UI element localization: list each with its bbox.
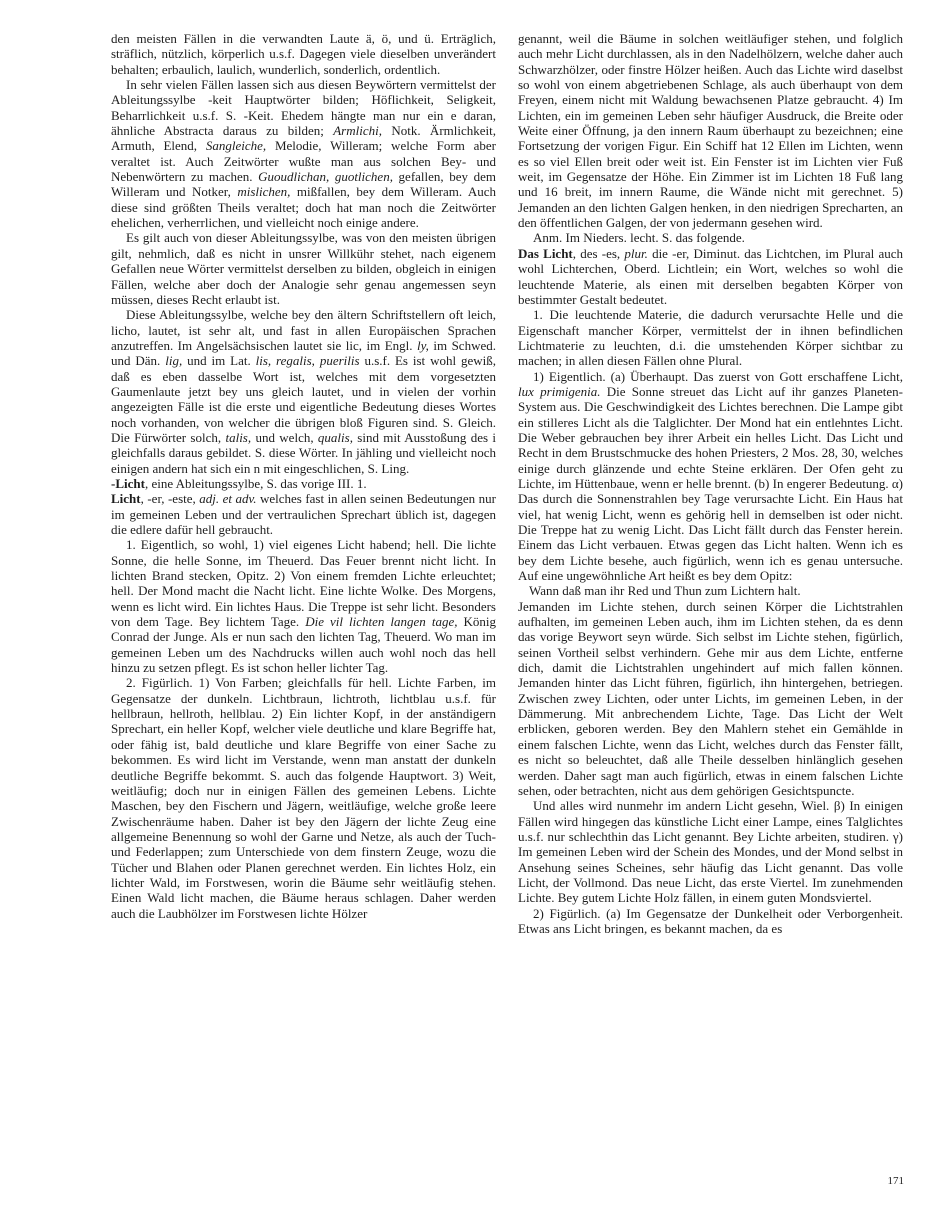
italic-text: Die vil lichten langen tage, bbox=[305, 614, 458, 630]
text-run: Wann daß man ihr Red und Thun zum Lichtern halt. bbox=[529, 583, 801, 599]
text-run: 2. Figürlich. 1) Von Farben; gleichfalls für hell. Lichte Farben, im Gegensatze der dunkeln. Lichtbraun, lichtroth, lichtblau u.s.f. für hellbraun, hellroth, hellblau. 2) Ein lichter Kopf, in der anständigern Sprechart, ein heller Kopf, welcher viele deutliche und klare Begriffe hat, oder fähig ist, bald deutliche und klare Begriffe von einer Sache zu bekommen. Es wird licht im Verstande, wenn man anstatt der dunkeln deutliche Begriffe bekommt. S. auch das folgende Hauptwort. 3) Weit, weitläufig; doch nur in einigen Fällen des gemeinen Lebens. Lichte Maschen, bey den Fischern und Jägern, weitläufige, welche große leere Zwischenräume haben. Daher ist bey den Jägern der lichte Zeug eine allgemeine Benennung so wohl der Garne und Netze, als auch der Tuch- und Federlappen; zum Unterschiede von dem finstern Zeuge, wozu die Tücher und Blahen oder Planen gerechnet werden. Ein lichtes Holz, ein lichter Wald, im Forstwesen, worin die Bäume sehr weitläufig stehen. Einen Wald licht machen, die Bäume heraus schlagen. Daher werden auch die Laubhölzer im Forstwesen lichte Hölzer bbox=[111, 675, 496, 921]
text-run: Jemanden im Lichte stehen, durch seinen Körper die Lichtstrahlen aufhalten, im gemeinen Leben auch, ihm im Lichten stehen, da es denn das vorige Beywort seyn würde. Sich selbst im Lichte stehen, figürlich, seinen Vortheil selbst verhindern. Gehe mir aus dem Lichte, entferne dich, damit die Lichtstrahlen ungehindert auf mich fallen können. Jemanden hinter das Licht führen, figürlich, ihn hintergehen, betriegen. Zwischen zwey Lichten, oder unter Lichts, im gemeinen Leben, in der Dämmerung. Mit anbrechendem Lichte, Tage. Das Licht der Welt erblicken, geboren werden. Bey den Mahlern stehet ein Gemählde in einem falschen Lichte, wenn das Licht, welches durch das Fenster fällt, es nicht so beleuchtet, daß alle Theile desselben hinlänglich gesehen werden. Daher sagt man auch figürlich, etwas in einem falschen Lichte sehen, oder betrachten, nicht aus dem gehörigen Gesichtspuncte. bbox=[518, 598, 903, 798]
text-run: 2) Figürlich. (a) Im Gegensatze der Dunkelheit oder Verborgenheit. Etwas ans Licht bringen, es bekannt machen, da es bbox=[518, 905, 903, 936]
text-run: und im Lat. bbox=[182, 353, 256, 369]
paragraph bbox=[518, 906, 903, 937]
italic-text: lig, bbox=[165, 353, 183, 369]
italic-text: plur. bbox=[624, 245, 648, 261]
page-number: 171 bbox=[887, 1175, 904, 1187]
paragraph bbox=[111, 675, 496, 921]
paragraph bbox=[111, 77, 496, 230]
paragraph bbox=[111, 230, 496, 307]
paragraph bbox=[111, 307, 496, 476]
text-run: gefallen, bey dem Willeram und Notker, bbox=[111, 169, 496, 200]
text-run: sind mit Ausstoßung des i gleichfalls daraus gebildet. S. diese Wörter. In jähling und vielleicht noch einigen andern hat sich ein n mit eingeschlichen, S. Ling. bbox=[111, 429, 496, 476]
paragraph bbox=[111, 537, 496, 675]
italic-text: qualis, bbox=[317, 429, 353, 445]
text-run: Diese Ableitungssylbe, welche bey den ältern Schriftstellern oft leich, licho, lautet, ist sehr alt, und fast in allen Europäischen Sprachen anzutreffen. Im Angelsächsischen lautet sie lic, im Engl. bbox=[111, 307, 496, 353]
paragraph bbox=[518, 31, 903, 230]
text-run: , eine Ableitungssylbe, S. das vorige III. 1. bbox=[144, 475, 367, 491]
paragraph bbox=[518, 307, 903, 368]
text-run: Notk. Ärmlichkeit, Armuth, Elend, bbox=[111, 123, 496, 154]
text-run: die -er, Diminut. das Lichtchen, im Plural auch wohl Lichterchen, Oberd. Lichtlein; ein Wort, welches so wohl die leuchtende Materie, als einen mit derselben begabten Körper von bestimmter Gestalt bedeutet. bbox=[518, 245, 903, 307]
paragraph bbox=[518, 798, 903, 905]
italic-text: Sangleiche, bbox=[205, 138, 267, 154]
italic-text: talis, bbox=[225, 429, 252, 445]
text-run: den meisten Fällen in die verwandten Laute ä, ö, und ü. Erträglich, sträflich, nützlich, körperlich u.s.f. Dagegen viele dieselben unverändert behalten; erbaulich, laulich, wunderlich, sonderlich, ordentlich. bbox=[111, 31, 496, 77]
italic-text: adj. et adv. bbox=[199, 491, 257, 507]
paragraph bbox=[518, 369, 903, 584]
text-run: im Schwed. und Dän. bbox=[111, 337, 496, 369]
italic-text: Armlichi, bbox=[333, 123, 382, 139]
paragraph bbox=[111, 476, 496, 491]
text-run: Die Sonne streuet das Licht auf ihr ganzes Planeten-System aus. Die Geschwindigkeit des Lichtes berechnen. Die Lampe gibt ein stilleres Licht als die Talglichter. Der Mond hat ein entlehntes Licht. Die Weber gebrauchen bey ihrer Arbeit ein helles Licht. Das Licht und Recht in dem Brustschmucke des hohen Priesters, 2 Mos. 28, 30, welches einige durch glänzende und echte Steine erklären. Der Ofen geht zu Lichte, im Hüttenbaue, wenn er helle brennt. (b) In engerer Bedeutung. α) Das durch die Sonnenstrahlen bey Tage verursachte Licht. Ein Haus hat viel, hat wenig Licht, wenn es gehörig hell in demselben ist oder nicht. Die Treppe hat zu wenig Licht. Das Licht fällt durch das Fenster herein. Einem das Licht verbauen. Etwas gegen das Licht halten. Wenn ich es bey dem Lichte besehe, auch figürlich, wenn ich es genau untersuche. Auf eine ungewöhnliche Art heißt es bey dem Opitz: bbox=[518, 383, 904, 584]
paragraph bbox=[111, 491, 496, 537]
text-run: Und alles wird nunmehr im andern Licht gesehn, Wiel. β) In einigen Fällen wird hingegen das künstliche Licht einer Lampe, eines Talglichtes u.s.f. nur schlechthin das Licht genannt. Bey Lichte arbeiten, studiren. γ) Im gemeinen Leben wird der Schein des Mondes, und der Mond selbst in Ansehung seines Scheines, sehr häufig das Licht genannt. Das volle Licht, der Vollmond. Das neue Licht, das erste Viertel. Im zunehmenden Lichte. Bey gutem Lichte Holz fällen, in einem guten Mondsviertel. bbox=[518, 798, 903, 906]
text-run: In sehr vielen Fällen lassen sich aus diesen Beywörtern vermittelst der Ableitungssylbe -keit Hauptwörter bilden; Höflichkeit, Seligkeit, Beharrlichkeit u.s.f. S. -Keit. Ehedem hängte man nur ein e daran, ähnliche Abstracta daraus zu bilden; bbox=[111, 77, 496, 139]
headword: Das Licht bbox=[518, 245, 573, 261]
left-column bbox=[111, 31, 496, 921]
paragraph bbox=[111, 31, 496, 77]
italic-text: Guoudlichan, guotlichen, bbox=[258, 169, 393, 185]
text-run: König Conrad der Junge. Als er nun sach den lichten Tag, Theuerd. Wo man im gemeinen Leben um des Nachdrucks willen auch wohl noch das hell hinzu zu setzen pflegt. Es ist schon heller lichter Tag. bbox=[111, 614, 496, 676]
text-run: genannt, weil die Bäume in solchen weitläufiger stehen, und folglich auch mehr Licht durchlassen, als in den Nadelhölzern, welche daher auch Schwarzhölzer, oder finstre Hölzer heißen. Auch das Lichte wird daselbst so wohl von einem abgetriebenen Schlage, als auch überhaupt von dem Freyen, einem nicht mit Waldung bewachsenen Platze gebraucht. 4) Im Lichten, ein im gemeinen Leben sehr häufiger Ausdruck, die Breite oder Weite einer Öffnung, ja den innern Raum überhaupt zu bezeichnen; eine Fortsetzung der vorigen Figur. Ein Schiff hat 12 Ellen im Lichten, wenn es so viel Ellen breit oder weit ist. Ein Fenster ist im Lichten vier Fuß weit, im Gegensatze der Höhe. Ein Zimmer ist im Lichten 18 Fuß lang und 16 breit, im innern Raume, die Wände nicht mit gerechnet. 5) Jemanden an den lichten Galgen henken, in den niedrigen Sprecharten, an den öffentlichen Galgen, der von jedermann gesehen wird. bbox=[518, 31, 903, 231]
text-run: u.s.f. Es ist wohl gewiß, daß es eben dasselbe Wort ist, welches mit dem vorgesetzten Gaumenlaute jetzt bey uns gleich lautet, und in vielen der vorhin angezeigten Fälle ist die erste und eigentliche Bedeutung dieses Wortes noch vorhanden, von welcher die übrigen bloß Figuren sind. S. Gleich. Die Fürwörter solch, bbox=[111, 353, 496, 445]
paragraph bbox=[518, 599, 903, 798]
paragraph bbox=[518, 583, 903, 598]
text-run: 1. Die leuchtende Materie, die dadurch verursachte Helle und die Eigenschaft mancher Körper, vermittelst der in ihnen befindlichen Lichtmaterie zu leuchten, d.i. die umstehenden Körper sichtbar zu machen; in allen diesen Fällen ohne Plural. bbox=[518, 307, 903, 369]
right-column bbox=[518, 31, 903, 936]
paragraph bbox=[518, 230, 903, 245]
text-run: welches fast in allen seinen Bedeutungen nur im gemeinen Leben und der vertraulichen Sprechart üblich ist, dagegen die edlere dafür hell gebraucht. bbox=[111, 491, 496, 537]
text-run: Melodie, Willeram; welche Form aber veraltet ist. Auch Zeitwörter wußte man aus solchen Bey- und Nebenwörtern zu machen. bbox=[111, 138, 496, 185]
headword: Licht bbox=[111, 491, 141, 507]
text-run: 1) Eigentlich. (a) Überhaupt. Das zuerst von Gott erschaffene Licht, bbox=[533, 368, 903, 384]
text-run: und welch, bbox=[251, 429, 318, 445]
text-run: 1. Eigentlich, so wohl, 1) viel eigenes Licht habend; hell. Die lichte Sonne, die helle Sonne, im Theuerd. Das Feuer brennt nicht licht. In lichten Brand stecken, Opitz. 2) Von einem fremden Lichte erleuchtet; hell. Der Mond macht die Nacht licht. Eine lichte Wolke. Des Morgens, wenn es licht wird. Ein lichtes Haus. Die Treppe ist sehr licht. Besonders von dem Tage. Bey lichtem Tage. bbox=[111, 537, 496, 630]
italic-text: ly, bbox=[416, 337, 429, 353]
text-run: Anm. Im Nieders. lecht. S. das folgende. bbox=[533, 230, 745, 246]
italic-text: mislichen, bbox=[237, 184, 291, 200]
italic-text: lis, regalis, puerilis bbox=[255, 353, 360, 369]
text-run: mißfallen, bey dem Willeram. Auch diese sind größten Theils veraltet; doch hat man noch die Zeitwörter ehelichen, verherrlichen, und vielleicht noch einige andere. bbox=[111, 184, 496, 231]
text-run: , -er, -este, bbox=[140, 491, 200, 507]
headword: -Licht bbox=[111, 475, 145, 491]
italic-text: lux primigenia. bbox=[518, 383, 601, 399]
text-run: Es gilt auch von dieser Ableitungssylbe, was von den meisten übrigen gilt, nehmlich, daß es nicht in unsrer Willkühr stehet, nach eigenem Gefallen neue Wörter vermittelst derselben zu bilden, obgleich in einigen Fällen, welche aber doch der Analogie sehr genau angemessen seyn müssen, dieses Recht erlaubt ist. bbox=[111, 230, 496, 307]
paragraph bbox=[518, 246, 903, 307]
text-run: , des -es, bbox=[572, 245, 625, 261]
